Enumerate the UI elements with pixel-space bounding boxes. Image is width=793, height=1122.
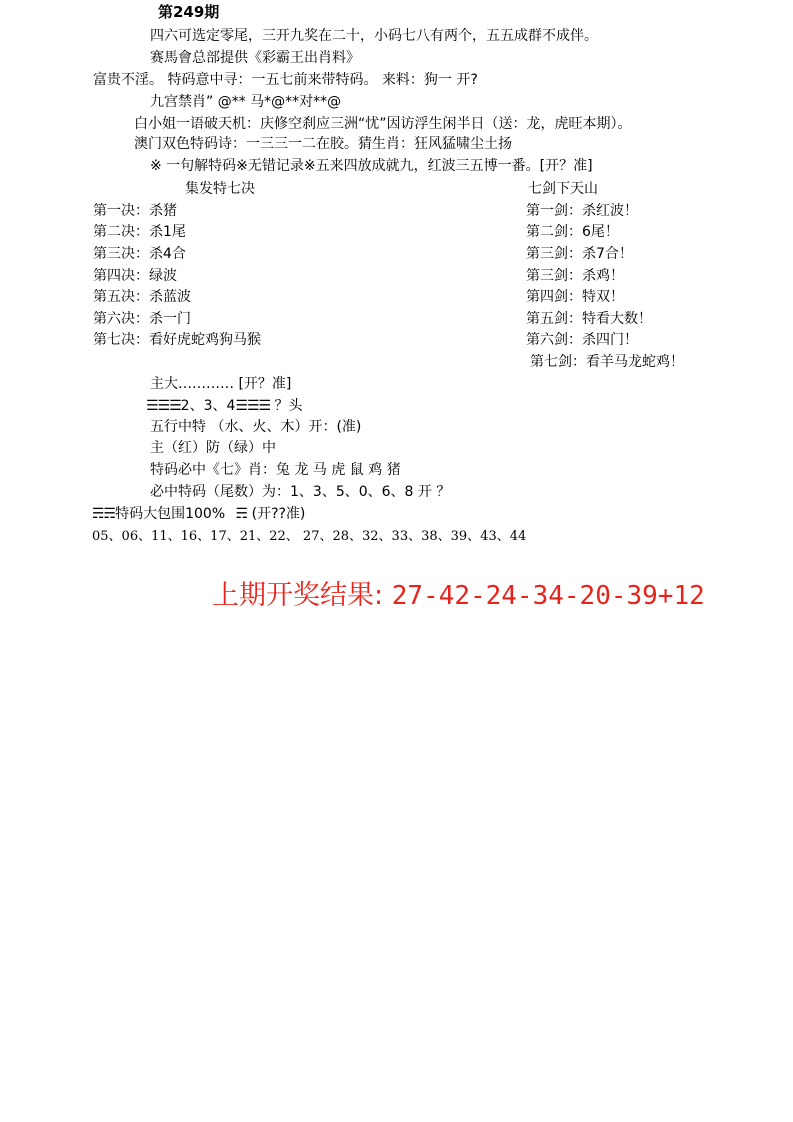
main-red-line: 主（红）防（绿）中 — [150, 440, 276, 456]
left-list-item: 第一决：杀猪 — [93, 203, 177, 219]
bars-decoration: ☰☰☰ — [235, 398, 271, 414]
right-list-item: 第五剑：特看大数！ — [526, 311, 652, 327]
head-question: ？头 — [270, 398, 303, 414]
main-big-line: 主大………… [开？准] — [150, 376, 292, 392]
package-label: 特码大包围100% — [115, 506, 226, 522]
left-list-item: 第六决：杀一门 — [93, 311, 191, 327]
right-list-item: 第二剑：6尾！ — [526, 224, 619, 240]
intro-line: 四六可选定零尾，三开九奖在二十，小码七八有两个，五五成群不成伴。 — [150, 28, 598, 44]
intro-line: 赛馬會总部提供《彩霸王出肖料》 — [150, 50, 360, 66]
number-list: 05、06、11、16、17、21、22、 27、28、32、33、38、39、43、44 — [92, 529, 527, 544]
right-list-item: 第六剑：杀四门！ — [526, 332, 638, 348]
right-section-heading: 七剑下天山 — [528, 181, 598, 197]
left-list-item: 第五决：杀蓝波 — [93, 289, 191, 305]
left-list-item: 第七决：看好虎蛇鸡狗马猴 — [93, 332, 261, 348]
right-list-item: 第七剑：看羊马龙蛇鸡！ — [530, 354, 684, 370]
package-line — [92, 505, 305, 523]
intro-line: 白小姐一语破天机：庆修空刹应三洲“忧”因访浮生闲半日（送：龙，虎旺本期）。 — [134, 116, 632, 132]
package-question: (开??准) — [247, 506, 306, 522]
intro-line: 富贵不淫。 特码意中寻：一五七前来带特码。 来料：狗一 开? — [93, 72, 478, 88]
last-result-value: 27-42-24-34-20-39+12 — [391, 581, 705, 611]
bars-decoration: ☴☴ — [92, 506, 116, 522]
right-list-item: 第一剑：杀红波！ — [526, 203, 638, 219]
last-result — [212, 578, 705, 614]
right-list-item: 第三剑：杀7合！ — [526, 246, 633, 262]
head-numbers: 2、3、4 — [180, 398, 236, 414]
five-elements-line: 五行中特 （水、火、木）开：(准) — [150, 419, 362, 435]
left-list-item: 第四决：绿波 — [93, 268, 177, 284]
bars-decoration: ☴ — [235, 506, 248, 522]
intro-line: 九宫禁肖” @** 马*@**对**@ — [150, 94, 342, 110]
left-list-item: 第二决：杀1尾 — [93, 224, 186, 240]
left-list-item: 第三决：杀4合 — [93, 246, 186, 262]
intro-line: 澳门双色特码诗：一三三一二在胶。猜生肖：狂风猛啸尘土扬 — [134, 136, 512, 152]
head-number-line — [146, 397, 303, 415]
right-list-item: 第三剑：杀鸡！ — [526, 268, 624, 284]
issue-title: 第249期 — [158, 3, 220, 21]
zodiac-line: 特码必中《七》肖：兔 龙 马 虎 鼠 鸡 猪 — [150, 462, 401, 478]
intro-line: ※ 一句解特码※无错记录※五来四放成就九，红波三五博一番。[开？准] — [150, 158, 593, 174]
bars-decoration: ☰☰☰ — [146, 398, 181, 414]
right-list-item: 第四剑：特双！ — [526, 289, 624, 305]
tail-line: 必中特码（尾数）为：1、3、5、0、6、8 开 ？ — [150, 484, 451, 500]
left-section-heading: 集发特七决 — [185, 181, 255, 197]
last-result-label: 上期开奖结果: — [212, 580, 384, 611]
